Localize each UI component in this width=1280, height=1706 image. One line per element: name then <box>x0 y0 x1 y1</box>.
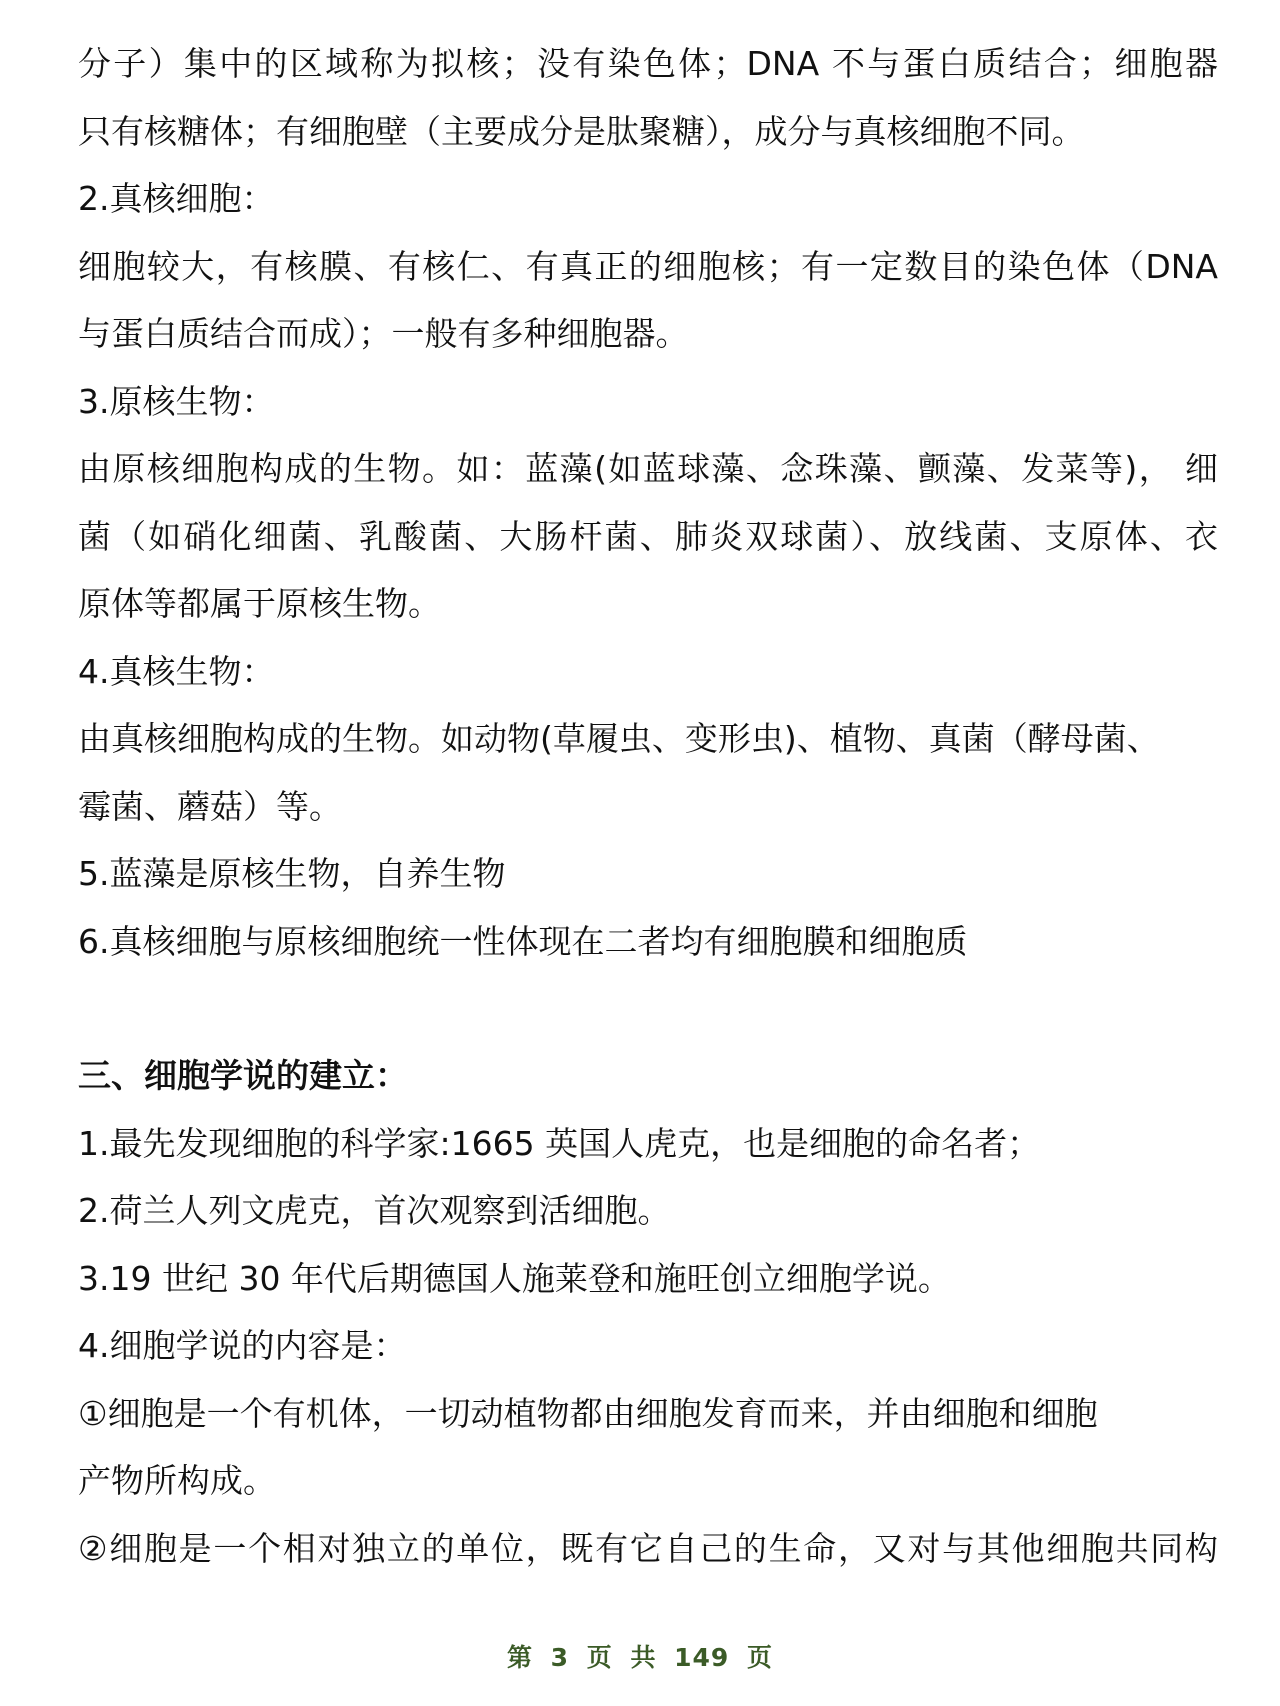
paragraph-block-cell-types <box>78 30 1218 975</box>
text-line: 与蛋白质结合而成）；一般有多种细胞器。 <box>78 314 689 353</box>
subheading-eukaryotic-cell: 2.真核细胞： <box>78 179 275 218</box>
text-line: 产物所构成。 <box>78 1461 276 1500</box>
text-line: 分子）集中的区域称为拟核；没有染色体；DNA 不与蛋白质结合；细胞器 <box>78 44 1218 83</box>
text-line: ②细胞是一个相对独立的单位，既有它自己的生命，又对与其他细胞共同构 <box>78 1528 1218 1568</box>
section-heading: 三、细胞学说的建立： <box>78 1056 408 1095</box>
text-line: 只有核糖体；有细胞壁（主要成分是肽聚糖），成分与真核细胞不同。 <box>78 111 1085 151</box>
paragraph-gap <box>78 975 1218 1042</box>
page-indicator: 第 3 页 共 149 页 <box>506 1643 774 1672</box>
document-page <box>78 30 1218 1582</box>
subheading-eukaryote: 4.真核生物： <box>78 651 275 691</box>
subheading-prokaryote: 3.原核生物： <box>78 381 275 421</box>
text-line: 2.荷兰人列文虎克，首次观察到活细胞。 <box>78 1191 671 1230</box>
text-line: 由原核细胞构成的生物。如：蓝藻(如蓝球藻、念珠藻、颤藻、发菜等)， 细 <box>78 449 1218 488</box>
text-line: 霉菌、蘑菇）等。 <box>78 786 342 826</box>
text-line: 6.真核细胞与原核细胞统一性体现在二者均有细胞膜和细胞质 <box>78 921 968 961</box>
text-line: 细胞较大，有核膜、有核仁、有真正的细胞核；有一定数目的染色体（DNA <box>78 246 1218 286</box>
text-line: 5.蓝藻是原核生物，自养生物 <box>78 854 506 893</box>
text-line: ①细胞是一个有机体，一切动植物都由细胞发育而来，并由细胞和细胞 <box>78 1393 1098 1433</box>
text-line: 菌（如硝化细菌、乳酸菌、大肠杆菌、肺炎双球菌）、放线菌、支原体、衣 <box>78 516 1218 556</box>
section-cell-theory <box>78 1042 1218 1582</box>
text-line: 4.细胞学说的内容是： <box>78 1326 407 1365</box>
text-line: 由真核细胞构成的生物。如动物(草履虫、变形虫)、植物、真菌（酵母菌、 <box>78 719 1160 758</box>
text-line: 1.最先发现细胞的科学家:1665 英国人虎克，也是细胞的命名者； <box>78 1123 1041 1163</box>
text-line: 原体等都属于原核生物。 <box>78 584 441 623</box>
text-line: 3.19 世纪 30 年代后期德国人施莱登和施旺创立细胞学说。 <box>78 1258 951 1298</box>
